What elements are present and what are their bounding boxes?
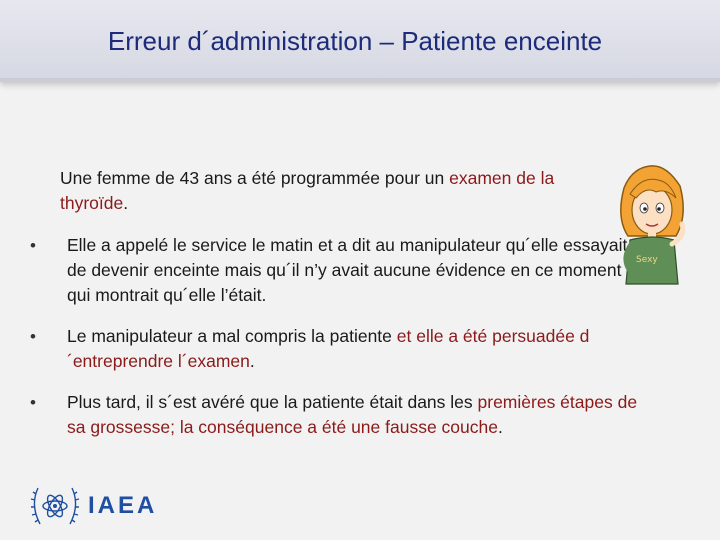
bullet-item — [30, 390, 640, 440]
bullet-dot: • — [30, 393, 36, 412]
bullet-text: Plus tard, il s´est avéré que la patiente était dans les — [67, 392, 478, 412]
intro-paragraph — [60, 166, 620, 216]
bullet-text: Le manipulateur a mal compris la patiente — [67, 326, 397, 346]
bullet-dot: • — [30, 236, 36, 255]
bullet-highlight: premières étapes de sa grossesse; la conséquence a été une fausse couche — [67, 392, 638, 437]
cartoon-girl-icon — [606, 158, 698, 298]
bullet-text: . — [249, 351, 255, 371]
slide-title: Erreur d´administration – Patiente enceinte — [107, 26, 603, 56]
bullet-dot: • — [30, 327, 36, 346]
iaea-logo-text: IAEA — [88, 492, 158, 519]
intro-highlight: examen de la thyroïde — [60, 168, 555, 213]
bullet-item — [30, 233, 640, 308]
intro-end: . — [123, 193, 129, 213]
bullet-item — [30, 324, 640, 374]
bullet-list — [30, 233, 640, 456]
shirt-text: Sexy — [636, 255, 658, 265]
bullet-highlight: et elle a été persuadée d´entreprendre l´examen — [67, 326, 590, 371]
bullet-text: . — [497, 417, 503, 437]
bullet-text: Elle a appelé le service le matin et a dit au manipulateur qu´elle essayait de devenir enceinte mais qu´il n’y avait aucune évidence en ce moment qui montrait qu´elle l’était. — [67, 235, 628, 305]
intro-text: Une femme de 43 ans a été programmée pour un — [60, 168, 450, 188]
